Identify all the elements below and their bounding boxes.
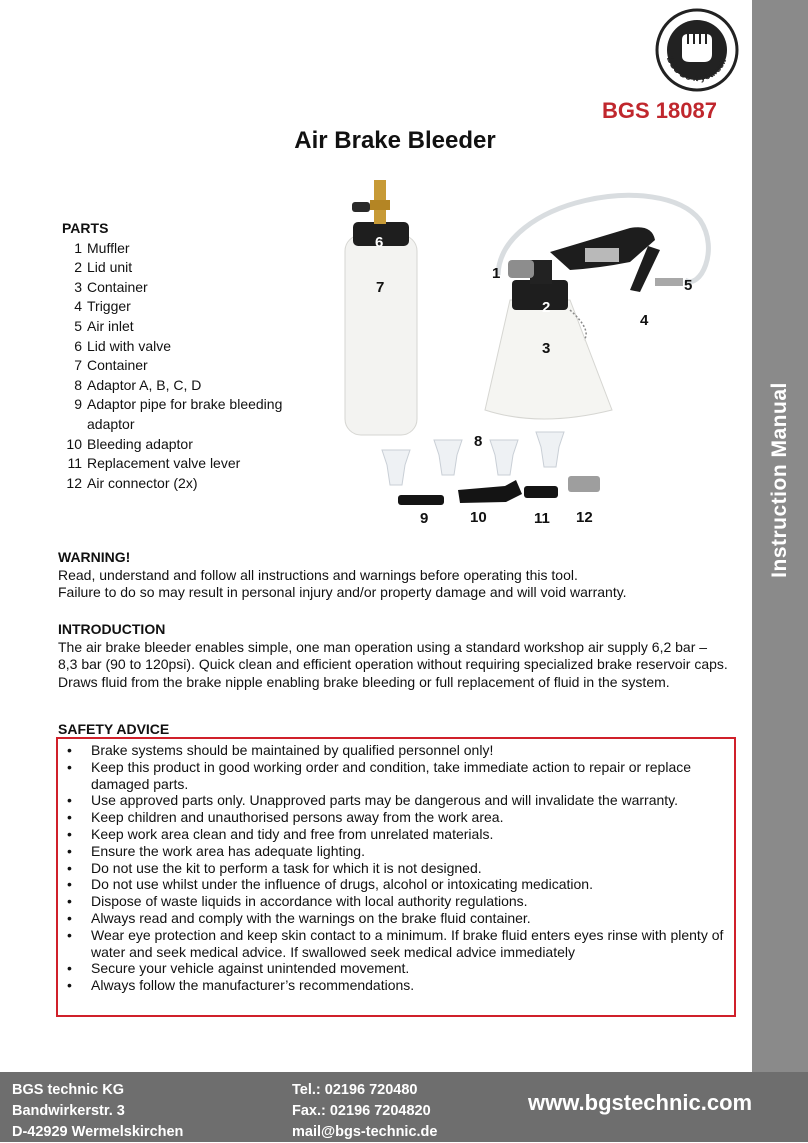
part-label: Lid with valve (87, 337, 172, 354)
part-number: 12 (66, 474, 82, 491)
callout-4: 4 (640, 312, 649, 329)
part-label: Trigger (87, 298, 131, 315)
part-number: 10 (66, 435, 82, 452)
part-label: Container (87, 278, 148, 295)
model-number: BGS 18087 (602, 98, 717, 123)
warning-line: Failure to do so may result in personal injury and/or property damage and will void warranty. (58, 584, 627, 600)
warning-heading: WARNING! (58, 549, 131, 565)
part-number: 2 (74, 259, 82, 276)
warning-line: Read, understand and follow all instructions and warnings before operating this tool. (58, 566, 578, 583)
footer-street: Bandwirkerstr. 3 (12, 1103, 125, 1119)
callout-6: 6 (375, 234, 384, 251)
callout-7: 7 (376, 279, 385, 296)
footer-fax: Fax.: 02196 7204820 (292, 1103, 431, 1119)
safety-heading: SAFETY ADVICE (58, 721, 170, 737)
warning-section (58, 549, 738, 602)
part-label: Replacement valve lever (87, 455, 241, 472)
part-number: 3 (74, 278, 82, 295)
part-number: 9 (74, 396, 82, 413)
introduction-section (58, 621, 730, 691)
footer-company: BGS technic KG (12, 1082, 124, 1098)
sidebar-label: Instruction Manual (768, 382, 791, 578)
parts-list-item (62, 258, 317, 278)
footer (0, 1072, 808, 1142)
part-number: 8 (74, 376, 82, 393)
product-illustration (330, 160, 750, 535)
callout-12: 12 (576, 509, 593, 526)
part-label: Muffler (87, 239, 130, 256)
parts-list-item (62, 297, 317, 317)
parts-list-item (62, 454, 317, 474)
safety-advice-box (56, 737, 736, 1017)
safety-list-item: • Secure your vehicle against unintended movement. (58, 960, 734, 977)
callout-3: 3 (542, 340, 551, 357)
safety-list-item: • Dispose of waste liquids in accordance with local authority regulations. (58, 893, 734, 910)
part-label: Lid unit (87, 259, 133, 276)
safety-list-item: • Do not use the kit to perform a task for which it is not designed. (58, 860, 734, 877)
safety-list-item: • Always read and comply with the warnings on the brake fluid container. (58, 910, 734, 927)
footer-tel: Tel.: 02196 720480 (292, 1082, 418, 1098)
parts-list-item (62, 356, 317, 376)
part-number: 5 (74, 317, 82, 334)
safety-list-item: • Keep work area clean and tidy and free from unrelated materials. (58, 826, 734, 843)
footer-website-link[interactable]: www.bgstechnic.com (528, 1090, 753, 1115)
part-number: 7 (74, 357, 82, 374)
safety-list-item: • Keep this product in good working order and condition, take immediate action to repair or replace damaged parts. (58, 759, 734, 793)
parts-list-item (62, 376, 317, 396)
safety-list-item: • Brake systems should be maintained by qualified personnel only! (58, 742, 734, 759)
parts-list-item (62, 239, 317, 259)
part-label: Adaptor pipe for brake bleeding adaptor (87, 396, 283, 432)
svg-text:BGS Do it yourself: BGS Do it yourself (664, 54, 729, 84)
callout-9: 9 (420, 510, 429, 527)
part-label: Bleeding adaptor (87, 435, 193, 452)
parts-list (62, 219, 317, 493)
footer-city: D-42929 Wermelskirchen (12, 1124, 184, 1140)
callout-11: 11 (534, 510, 550, 527)
safety-list-item: • Do not use whilst under the influence of drugs, alcohol or intoxicating medication. (58, 876, 734, 893)
safety-list-item: • Ensure the work area has adequate lighting. (58, 843, 734, 860)
parts-items (62, 239, 317, 494)
parts-list-item (62, 435, 317, 455)
parts-list-item (62, 317, 317, 337)
part-number: 6 (74, 337, 82, 354)
part-label: Air inlet (87, 317, 134, 334)
footer-contact (292, 1080, 437, 1143)
footer-mail[interactable]: mail@bgs-technic.de (292, 1124, 438, 1140)
part-number: 4 (74, 298, 82, 315)
page-title: Air Brake Bleeder (294, 127, 496, 154)
parts-heading: PARTS (62, 220, 109, 236)
safety-heading-wrap (58, 721, 738, 739)
introduction-text: The air brake bleeder enables simple, one man operation using a standard workshop air supply 6,2 bar – 8,3 bar (90 to 120psi). Quick clean and efficient operation without requiring specialized brake reservoir caps. Draws fluid from the brake nipple enabling brake bleeding or full replacement of fluid in the system. (58, 638, 728, 690)
part-number: 11 (67, 455, 82, 472)
parts-list-item (62, 395, 317, 434)
callout-2: 2 (542, 299, 551, 316)
part-number: 1 (74, 239, 82, 256)
part-label: Container (87, 357, 148, 374)
safety-list-item: • Keep children and unauthorised persons away from the work area. (58, 809, 734, 826)
callout-1: 1 (492, 265, 501, 282)
parts-list-item (62, 337, 317, 357)
callout-10: 10 (470, 509, 487, 526)
part-label: Adaptor A, B, C, D (87, 376, 202, 393)
parts-list-item (62, 474, 317, 494)
safety-items (58, 739, 734, 994)
introduction-heading: INTRODUCTION (58, 621, 166, 637)
parts-list-item (62, 278, 317, 298)
footer-address (12, 1080, 183, 1143)
part-label: Air connector (2x) (87, 474, 198, 491)
safety-list-item: • Wear eye protection and keep skin contact to a minimum. If brake fluid enters eyes rinse with plenty of water and seek medical advice. If swallowed seek medical advice immediately (58, 927, 734, 961)
callout-5: 5 (684, 277, 693, 294)
safety-list-item: • Always follow the manufacturer’s recommendations. (58, 977, 734, 994)
safety-list-item: • Use approved parts only. Unapproved parts may be dangerous and will invalidate the warranty. (58, 792, 734, 809)
fist-icon (682, 34, 712, 62)
product-figure (330, 160, 750, 535)
bgs-logo (652, 4, 742, 96)
callout-8: 8 (474, 433, 483, 450)
